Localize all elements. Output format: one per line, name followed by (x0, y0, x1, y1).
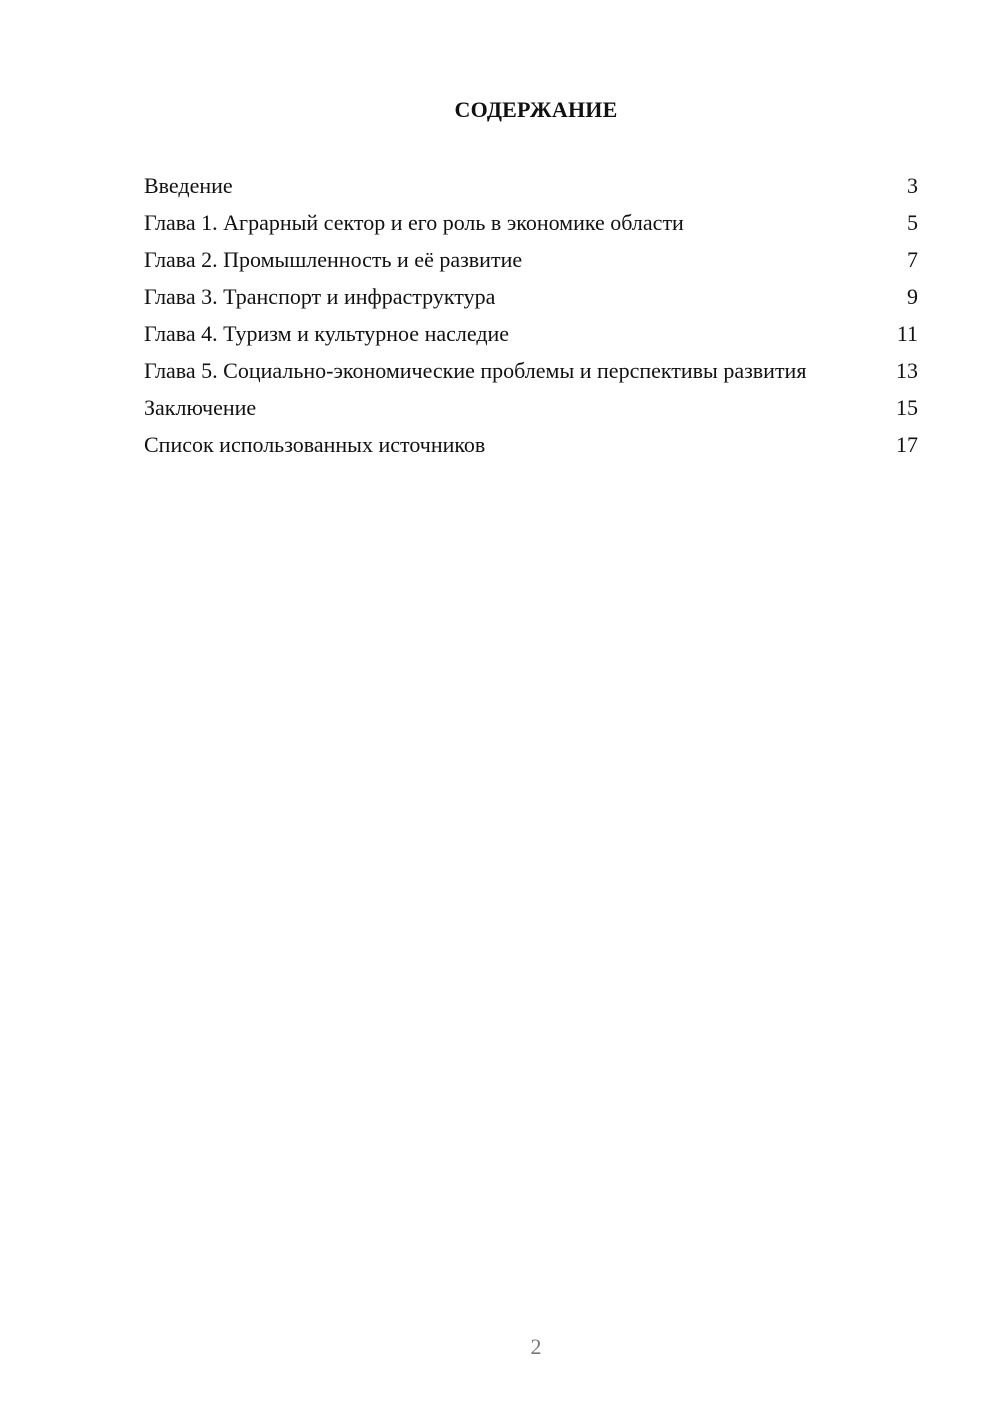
toc-item-chapter-3[interactable] (144, 283, 918, 310)
toc-item-page: 15 (896, 395, 918, 420)
toc-item-chapter-2[interactable] (144, 246, 918, 273)
toc-item-label: Глава 5. Социально-экономические проблемы и перспективы развития (144, 358, 807, 383)
toc-item-label: Глава 1. Аграрный сектор и его роль в экономике области (144, 210, 684, 235)
toc-title: СОДЕРЖАНИЕ (454, 97, 618, 122)
toc-item-label: Заключение (144, 395, 257, 420)
toc-item-page: 13 (896, 358, 918, 383)
page-number: 2 (530, 1334, 542, 1359)
toc-item-introduction[interactable] (144, 172, 918, 199)
toc-item-conclusion[interactable] (144, 394, 918, 421)
toc-item-label: Глава 3. Транспорт и инфраструктура (144, 284, 496, 309)
toc-item-chapter-4[interactable] (144, 320, 918, 347)
toc-item-chapter-5[interactable] (144, 357, 918, 384)
toc-item-label: Список использованных источников (144, 432, 486, 457)
toc-item-page: 9 (907, 284, 918, 309)
toc-item-page: 3 (907, 173, 918, 198)
toc-item-page: 5 (907, 210, 918, 235)
toc-item-chapter-1[interactable] (144, 209, 918, 236)
table-of-contents (144, 172, 918, 468)
toc-item-references[interactable] (144, 431, 918, 458)
toc-item-page: 17 (896, 432, 918, 457)
toc-item-label: Глава 4. Туризм и культурное наследие (144, 321, 510, 346)
toc-item-page: 11 (896, 321, 918, 346)
toc-item-label: Глава 2. Промышленность и её развитие (144, 247, 523, 272)
toc-item-page: 7 (907, 247, 918, 272)
toc-item-label: Введение (144, 173, 233, 198)
